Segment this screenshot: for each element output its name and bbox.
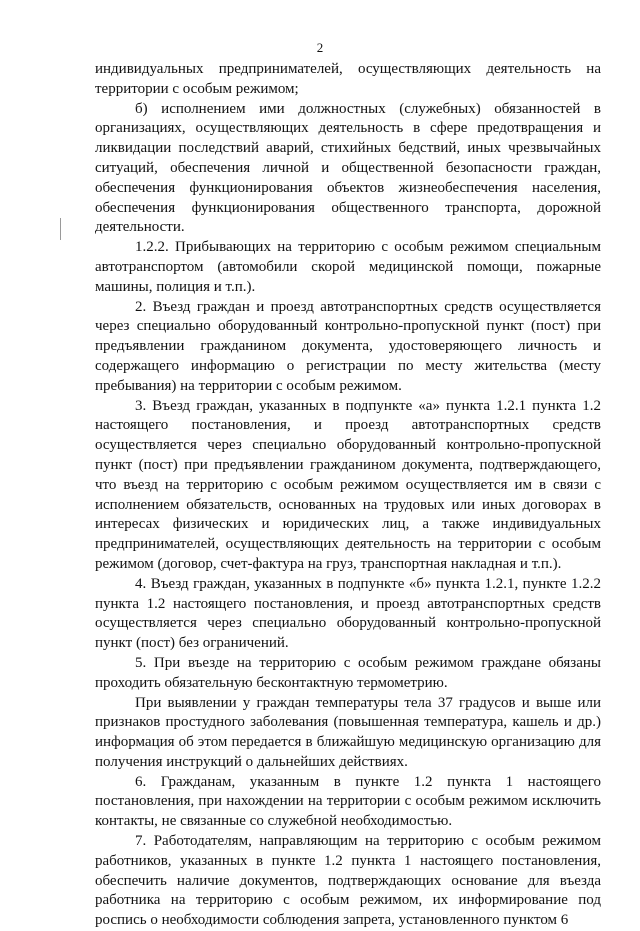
page-number: 2 xyxy=(316,40,324,55)
paragraph-4: 4. Въезд граждан, указанных в подпункте «б» пункта 1.2.1, пункте 1.2.2 пункта 1.2 настоящего постановления, и проезд автотранспортных средств осуществляется через специально оборудованный контрольно-пропускной пункт (пост) без ограничений. xyxy=(95,575,601,652)
paragraph-2: 2. Въезд граждан и проезд автотранспортных средств осуществляется через специально оборудованный контрольно-пропускной пункт (пост) при предъявлении гражданином документа, удостоверяющего личность и содержащего информацию о регистрации по месту жительства (месту пребывания) на территории с особым режимом. xyxy=(95,298,601,394)
paragraph-5: 5. При въезде на территорию с особым режимом граждане обязаны проходить обязательную бесконтактную термометрию. xyxy=(95,654,601,691)
paragraph-subitem-b: б) исполнением ими должностных (служебных) обязанностей в организациях, осуществляющих деятельность в сфере предотвращения и ликвидации последствий аварий, стихийных бедствий, иных чрезвычайных ситуаций, обеспечения личной и общественной безопасности граждан, обеспечения функционирования объектов жизнеобеспечения населения, обеспечения функционирования общественного транспорта, дорожной деятельности. xyxy=(95,100,601,236)
scan-artifact-line xyxy=(60,218,61,240)
paragraph-1-2-2: 1.2.2. Прибывающих на территорию с особым режимом специальным автотранспортом (автомобили скорой медицинской помощи, пожарные машины, полиция и т.п.). xyxy=(95,239,601,295)
paragraph-3: 3. Въезд граждан, указанных в подпункте «а» пункта 1.2.1 пункта 1.2 настоящего постановления, и проезд автотранспортных средств осуществляется через специально оборудованный контрольно-пропускной пункт (пост) при предъявлении гражданином документа, подтверждающего, что въезд на территорию с особым режимом осуществляется им в связи с исполнением обязательств, основанных на трудовых или иных договорах в интересах физических и юридических лиц, а также индивидуальных предпринимателей, осуществляющих деятельность на территории с особым режимом (договор, счет-фактура на груз, транспортная накладная и т.п.). xyxy=(95,397,601,572)
paragraph-6: 6. Гражданам, указанным в пункте 1.2 пункта 1 настоящего постановления, при нахождении на территории с особым режимом исключить контакты, не связанные со служебной необходимостью. xyxy=(95,773,601,830)
paragraph-7: 7. Работодателям, направляющим на территорию с особым режимом работников, указанных в пункте 1.2 пункта 1 настоящего постановления, обеспечить наличие документов, подтверждающих основание для въезда работника на территорию с особым режимом, их информирование под роспись о необходимости соблюдения запрета, установленного пунктом 6 xyxy=(95,833,601,929)
paragraph-continuation: индивидуальных предпринимателей, осуществляющих деятельность на территории с особым режимом; xyxy=(95,61,601,97)
document-body xyxy=(95,60,601,931)
paragraph-5-temperature: При выявлении у граждан температуры тела 37 градусов и выше или признаков простудного заболевания (повышенная температура, кашель и др.) информация об этом передается в ближайшую медицинскую организацию для получения инструкций о дальнейших действиях. xyxy=(95,694,601,770)
